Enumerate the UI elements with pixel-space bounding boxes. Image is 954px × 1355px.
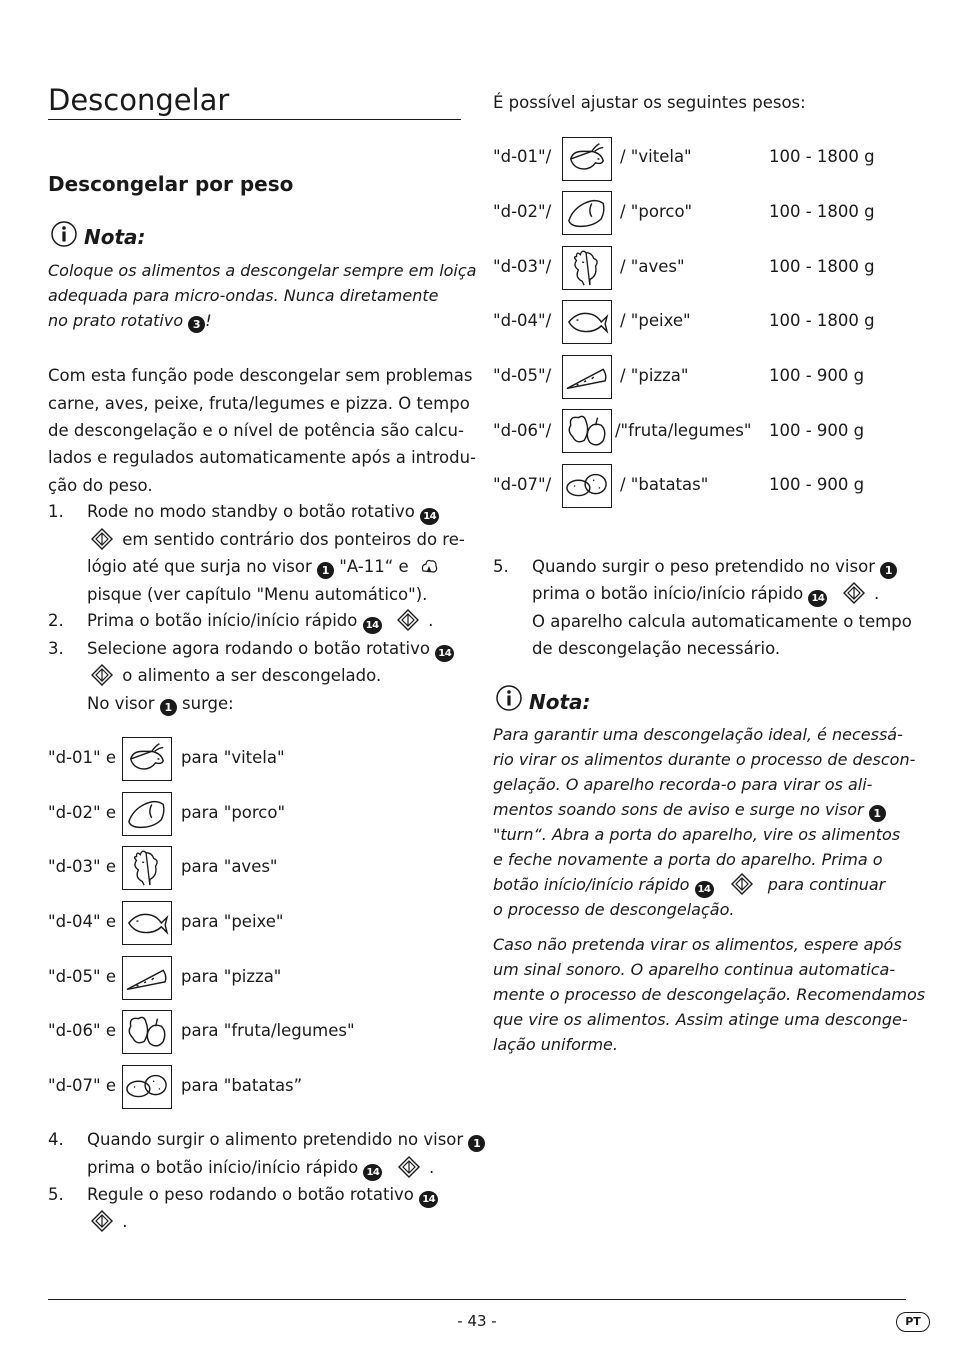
- step-number: 1.: [48, 502, 64, 521]
- fish-icon: [122, 901, 172, 945]
- weight-code: "d-02"/: [493, 202, 552, 221]
- step-number: 2.: [48, 611, 64, 630]
- note-line-text: botão início/início rápido: [493, 875, 695, 894]
- note-line: mente o processo de descongelação. Recomendamos: [493, 985, 926, 1004]
- section-heading: Descongelar por peso: [48, 172, 294, 196]
- weight-code: "d-01"/: [493, 147, 552, 166]
- veal-icon: [562, 137, 612, 181]
- pork-icon: [122, 792, 172, 836]
- step-number: 5.: [493, 557, 509, 576]
- ref-badge: 1: [468, 1135, 485, 1152]
- weight-name: / "batatas": [620, 475, 709, 494]
- ref-badge: 1: [880, 562, 897, 579]
- step-text: No visor: [87, 694, 160, 713]
- weight-name: / "vitela": [620, 147, 692, 166]
- step-text: Quando surgir o peso pretendido no visor: [532, 557, 881, 576]
- step-line: [87, 1208, 128, 1236]
- step-text: Selecione agora rodando o botão rotativo: [87, 639, 436, 658]
- ref-badge: 3: [188, 316, 205, 333]
- step-line: [87, 526, 465, 554]
- food-code: "d-01" e: [48, 748, 116, 767]
- intro-line: lados e regulados automaticamente após a introdu-: [48, 448, 477, 467]
- weight-code: "d-04"/: [493, 311, 552, 330]
- poultry-icon: [122, 846, 172, 890]
- step-number: 3.: [48, 639, 64, 658]
- ref-badge: 1: [317, 562, 334, 579]
- note-line: [493, 797, 886, 822]
- start-button-icon: [398, 1156, 420, 1178]
- weight-code: "d-07"/: [493, 475, 552, 494]
- note-line-text: para continuar: [767, 875, 886, 894]
- note-label: Nota:: [84, 225, 146, 249]
- poultry-icon: [562, 246, 612, 290]
- step-line: [87, 553, 444, 581]
- start-button-icon: [731, 873, 753, 895]
- step-line: de descongelação necessário.: [532, 639, 781, 658]
- food-label: para "pizza": [181, 967, 282, 986]
- note-line: e feche novamente a porta do aparelho. Prima o: [493, 850, 883, 869]
- dial-icon: [91, 528, 113, 550]
- intro-line: de descongelação e o nível de potência são calcu-: [48, 421, 464, 440]
- food-label: para "vitela": [181, 748, 285, 767]
- auto-menu-icon: [418, 555, 440, 577]
- weight-name: / "pizza": [620, 366, 689, 385]
- note-line: que vire os alimentos. Assim atinge uma desconge-: [493, 1010, 908, 1029]
- ref-badge: 1: [869, 805, 886, 822]
- weight-name: / "aves": [620, 257, 685, 276]
- note-line: [493, 872, 885, 898]
- potatoes-icon: [562, 464, 612, 508]
- weight-range: 100 - 1800 g: [769, 202, 875, 221]
- note-line-text: mentos soando sons de aviso e surge no visor: [493, 800, 869, 819]
- step-text: em sentido contrário dos ponteiros do re-: [122, 530, 465, 549]
- fruit-vegetables-icon: [562, 409, 612, 453]
- note-line: rio virar os alimentos durante o processo de descon-: [493, 750, 916, 769]
- step-text: surge:: [176, 694, 234, 713]
- weight-range: 100 - 900 g: [769, 421, 865, 440]
- weight-range: 100 - 1800 g: [769, 257, 875, 276]
- ref-badge: 14: [419, 1191, 438, 1208]
- step-line: [87, 607, 433, 635]
- food-label: para "porco": [181, 803, 286, 822]
- weight-code: "d-03"/: [493, 257, 552, 276]
- weight-range: 100 - 1800 g: [769, 147, 875, 166]
- step-line: [87, 662, 381, 690]
- step-text: .: [873, 584, 880, 603]
- weight-code: "d-06"/: [493, 421, 552, 440]
- note-line: "turn“. Abra a porta do aparelho, vire os alimentos: [493, 825, 901, 844]
- pizza-icon: [122, 956, 172, 1000]
- step-line: O aparelho calcula automaticamente o tempo: [532, 612, 912, 631]
- intro-line: ção do peso.: [48, 476, 153, 495]
- weight-range: 100 - 900 g: [769, 366, 865, 385]
- start-button-icon: [843, 582, 865, 604]
- potatoes-icon: [122, 1065, 172, 1109]
- language-badge: PT: [896, 1312, 930, 1332]
- step-line: pisque (ver capítulo "Menu automático").: [87, 585, 428, 604]
- ref-badge: 14: [695, 881, 714, 898]
- step-text: lógio até que surja no visor: [87, 557, 318, 576]
- note-label: Nota:: [529, 690, 591, 714]
- step-text: o alimento a ser descongelado.: [122, 666, 382, 685]
- step-text: Prima o botão início/início rápido: [87, 611, 363, 630]
- step-line: [87, 498, 439, 526]
- pork-icon: [562, 191, 612, 235]
- note-line: Coloque os alimentos a descongelar sempre em loiça: [48, 261, 477, 280]
- weight-name: /"fruta/legumes": [615, 421, 752, 440]
- step-text: "A-11“ e: [334, 557, 414, 576]
- step-line: [532, 553, 897, 581]
- weight-code: "d-05"/: [493, 366, 552, 385]
- note-line: o processo de descongelação.: [493, 900, 735, 919]
- food-code: "d-02" e: [48, 803, 116, 822]
- step-line: [87, 635, 454, 663]
- dial-icon: [91, 664, 113, 686]
- ref-badge: 1: [160, 699, 177, 716]
- note-line-text: no prato rotativo: [48, 311, 189, 330]
- dial-icon: [91, 1210, 113, 1232]
- ref-badge: 14: [808, 590, 827, 607]
- ref-badge: 14: [435, 645, 454, 662]
- food-code: "d-07" e: [48, 1076, 116, 1095]
- info-icon: [50, 220, 78, 248]
- fruit-vegetables-icon: [122, 1010, 172, 1054]
- weight-range: 100 - 900 g: [769, 475, 865, 494]
- step-text: prima o botão início/início rápido: [87, 1158, 364, 1177]
- food-code: "d-03" e: [48, 857, 116, 876]
- step-text: .: [428, 611, 434, 630]
- step-line: [87, 690, 234, 718]
- weight-range: 100 - 1800 g: [769, 311, 875, 330]
- note-line: um sinal sonoro. O aparelho continua automatica-: [493, 960, 896, 979]
- note-line-tail: !: [205, 311, 212, 330]
- start-button-icon: [397, 609, 419, 631]
- food-label: para "batatas”: [181, 1076, 303, 1095]
- note-line: gelação. O aparelho recorda-o para virar os ali-: [493, 775, 873, 794]
- food-label: para "aves": [181, 857, 278, 876]
- step-text: Rode no modo standby o botão rotativo: [87, 502, 421, 521]
- step-text: Regule o peso rodando o botão rotativo: [87, 1185, 420, 1204]
- page-number: - 43 -: [457, 1312, 497, 1330]
- step-text: .: [122, 1212, 128, 1231]
- step-number: 4.: [48, 1130, 64, 1149]
- info-icon: [495, 684, 523, 712]
- fish-icon: [562, 300, 612, 344]
- step-text: Quando surgir o alimento pretendido no visor: [87, 1130, 469, 1149]
- step-number: 5.: [48, 1185, 64, 1204]
- step-text: .: [428, 1158, 435, 1177]
- page-title: Descongelar: [48, 83, 230, 117]
- ref-badge: 14: [363, 617, 382, 634]
- weight-name: / "porco": [620, 202, 693, 221]
- intro-line: carne, aves, peixe, fruta/legumes e pizza. O tempo: [48, 394, 470, 413]
- step-line: [87, 1154, 434, 1182]
- pizza-icon: [562, 355, 612, 399]
- step-line: [87, 1126, 485, 1154]
- note-line: Caso não pretenda virar os alimentos, espere após: [493, 935, 902, 954]
- note-line: lação uniforme.: [493, 1035, 618, 1054]
- footer-rule: [48, 1299, 906, 1300]
- ref-badge: 14: [363, 1164, 382, 1181]
- step-text: prima o botão início/início rápido: [532, 584, 809, 603]
- note-line: Para garantir uma descongelação ideal, é necessá-: [493, 725, 903, 744]
- veal-icon: [122, 737, 172, 781]
- ref-badge: 14: [420, 508, 439, 525]
- food-code: "d-06" e: [48, 1021, 116, 1040]
- weight-name: / "peixe": [620, 311, 691, 330]
- step-line: [87, 1181, 438, 1209]
- intro-line: Com esta função pode descongelar sem problemas: [48, 366, 473, 385]
- food-label: para "peixe": [181, 912, 284, 931]
- note-line: [48, 308, 212, 333]
- food-code: "d-05" e: [48, 967, 116, 986]
- note-line: adequada para micro-ondas. Nunca diretamente: [48, 286, 439, 305]
- food-code: "d-04" e: [48, 912, 116, 931]
- title-rule: [48, 119, 461, 120]
- step-line: [532, 580, 879, 608]
- weights-intro: É possível ajustar os seguintes pesos:: [493, 93, 806, 112]
- food-label: para "fruta/legumes": [181, 1021, 355, 1040]
